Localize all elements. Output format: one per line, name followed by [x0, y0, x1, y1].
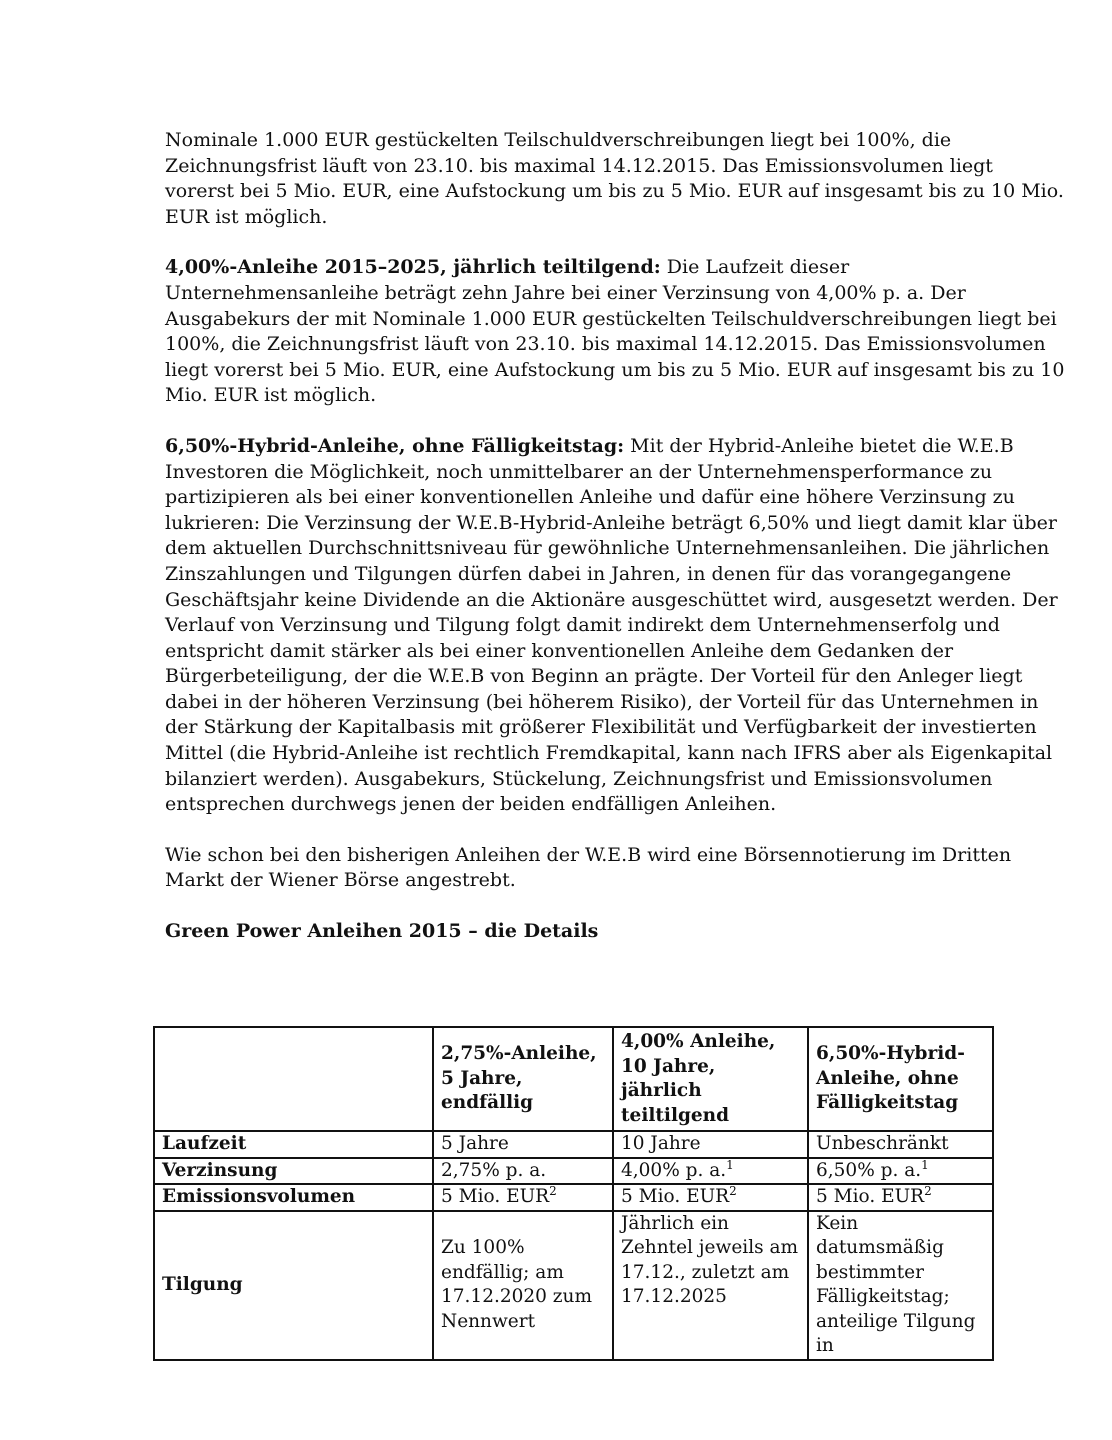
cell-verzinsung-hybrid — [808, 1158, 993, 1185]
table-header-bond-hybrid: 6,50%-Hybrid-Anleihe, ohne Fälligkeitstag — [808, 1027, 993, 1131]
row-label-emissionsvolumen: Emissionsvolumen — [154, 1184, 433, 1211]
cell-verzinsung-2-75: 2,75% p. a. — [433, 1158, 613, 1185]
row-label-laufzeit: Laufzeit — [154, 1131, 433, 1158]
row-label-tilgung: Tilgung — [154, 1211, 433, 1360]
cell-emission-4-00-value: 5 Mio. EUR — [621, 1186, 730, 1207]
cell-verzinsung-4-00-value: 4,00% p. a. — [621, 1159, 727, 1181]
paragraph-issue-terms: Nominale 1.000 EUR gestückelten Teilschuldverschreibungen liegt bei 100%, die Zeichnungsfrist läuft von 23.10. bis maximal 14.12.2015. Das Emissionsvolumen liegt vorerst bei 5 Mio. EUR, eine Aufstockung um bis zu 5 Mio. EUR auf insgesamt bis zu 10 Mio. EUR ist möglich. — [165, 129, 1064, 228]
paragraph-listing: Wie schon bei den bisherigen Anleihen der W.E.B wird eine Börsennotierung im Dritten Markt der Wiener Börse angestrebt. — [165, 843, 1012, 892]
table-heading: Green Power Anleihen 2015 – die Details — [165, 920, 599, 943]
cell-emission-2-75-value: 5 Mio. EUR — [441, 1186, 550, 1207]
table-header-bond-2-75: 2,75%-Anleihe, 5 Jahre, endfällig — [433, 1027, 613, 1131]
cell-tilgung-hybrid: Kein datumsmäßig bestimmter Fälligkeitstag; anteilige Tilgung in — [808, 1211, 993, 1360]
footnote-marker: 2 — [924, 1183, 932, 1198]
table-row-emissionsvolumen — [154, 1184, 993, 1211]
footnote-marker: 1 — [726, 1157, 734, 1172]
document-body — [165, 128, 1065, 959]
footnote-marker: 1 — [921, 1157, 929, 1172]
footnote-marker: 2 — [549, 1183, 557, 1198]
cell-emission-hybrid-value: 5 Mio. EUR — [816, 1186, 925, 1207]
footnote-marker: 2 — [729, 1183, 737, 1198]
paragraph-hybrid-bond — [165, 434, 1065, 818]
paragraph-hybrid-bond-text: Mit der Hybrid-Anleihe bietet die W.E.B Investoren die Möglichkeit, noch unmittelbarer an der Unternehmensperformance zu partizipieren als bei einer konventionellen Anleihe und dafür eine höhere Verzinsung zu lukrieren: Die Verzinsung der W.E.B-Hybrid-Anleihe beträgt 6,50% und liegt damit klar über dem aktuellen Durchschnittsniveau für gewöhnliche Unternehmensanleihen. Die jährlichen Zinszahlungen und Tilgungen dürfen dabei in Jahren, in denen für das vorangegangene Geschäftsjahr keine Dividende an die Aktionäre ausgeschüttet wird, ausgesetzt werden. Der Verlauf von Verzinsung und Tilgung folgt damit indirekt dem Unternehmenserfolg und entspricht damit stärker als bei einer konventionellen Anleihe dem Gedanken der Bürgerbeteiligung, der die W.E.B von Beginn an prägte. Der Vorteil für den Anleger liegt dabei in der höheren Verzinsung (bei höherem Risiko), der Vorteil für das Unternehmen in der Stärkung der Kapitalbasis mit größerer Flexibilität und Verfügbarkeit der investierten Mittel (die Hybrid-Anleihe ist rechtlich Fremdkapital, kann nach IFRS aber als Eigenkapital bilanziert werden). Ausgabekurs, Stückelung, Zeichnungsfrist und Emissionsvolumen entsprechen durchwegs jenen der beiden endfälligen Anleihen. — [165, 434, 1058, 816]
row-label-verzinsung: Verzinsung — [154, 1158, 433, 1185]
table-row-laufzeit — [154, 1131, 993, 1158]
cell-laufzeit-2-75: 5 Jahre — [433, 1131, 613, 1158]
cell-tilgung-2-75: Zu 100% endfällig; am 17.12.2020 zum Nennwert — [433, 1211, 613, 1360]
bond-details-table — [153, 1026, 994, 1361]
table-row-verzinsung — [154, 1158, 993, 1185]
table-header-row — [154, 1027, 993, 1131]
table-row-tilgung — [154, 1211, 993, 1360]
cell-tilgung-4-00: Jährlich ein Zehntel jeweils am 17.12., zuletzt am 17.12.2025 — [613, 1211, 808, 1360]
cell-verzinsung-4-00 — [613, 1158, 808, 1185]
paragraph-hybrid-bond-title: 6,50%-Hybrid-Anleihe, ohne Fälligkeitstag: — [165, 434, 625, 457]
cell-laufzeit-4-00: 10 Jahre — [613, 1131, 808, 1158]
cell-verzinsung-hybrid-value: 6,50% p. a. — [816, 1159, 922, 1181]
paragraph-4-percent-bond-title: 4,00%-Anleihe 2015–2025, jährlich teiltilgend: — [165, 256, 661, 279]
table-header-empty — [154, 1027, 433, 1131]
cell-laufzeit-hybrid: Unbeschränkt — [808, 1131, 993, 1158]
paragraph-4-percent-bond-text: Die Laufzeit dieser Unternehmensanleihe beträgt zehn Jahre bei einer Verzinsung von 4,00% p. a. Der Ausgabekurs der mit Nominale 1.000 EUR gestückelten Teilschuldverschreibungen liegt bei 100%, die Zeichnungsfrist läuft von 23.10. bis maximal 14.12.2015. Das Emissionsvolumen liegt vorerst bei 5 Mio. EUR, eine Aufstockung um bis zu 5 Mio. EUR auf insgesamt bis zu 10 Mio. EUR ist möglich. — [165, 256, 1065, 407]
table-header-bond-4-00: 4,00% Anleihe, 10 Jahre, jährlich teiltilgend — [613, 1027, 808, 1131]
cell-emission-4-00 — [613, 1184, 808, 1211]
cell-emission-hybrid — [808, 1184, 993, 1211]
cell-emission-2-75 — [433, 1184, 613, 1211]
paragraph-4-percent-bond — [165, 255, 1065, 409]
